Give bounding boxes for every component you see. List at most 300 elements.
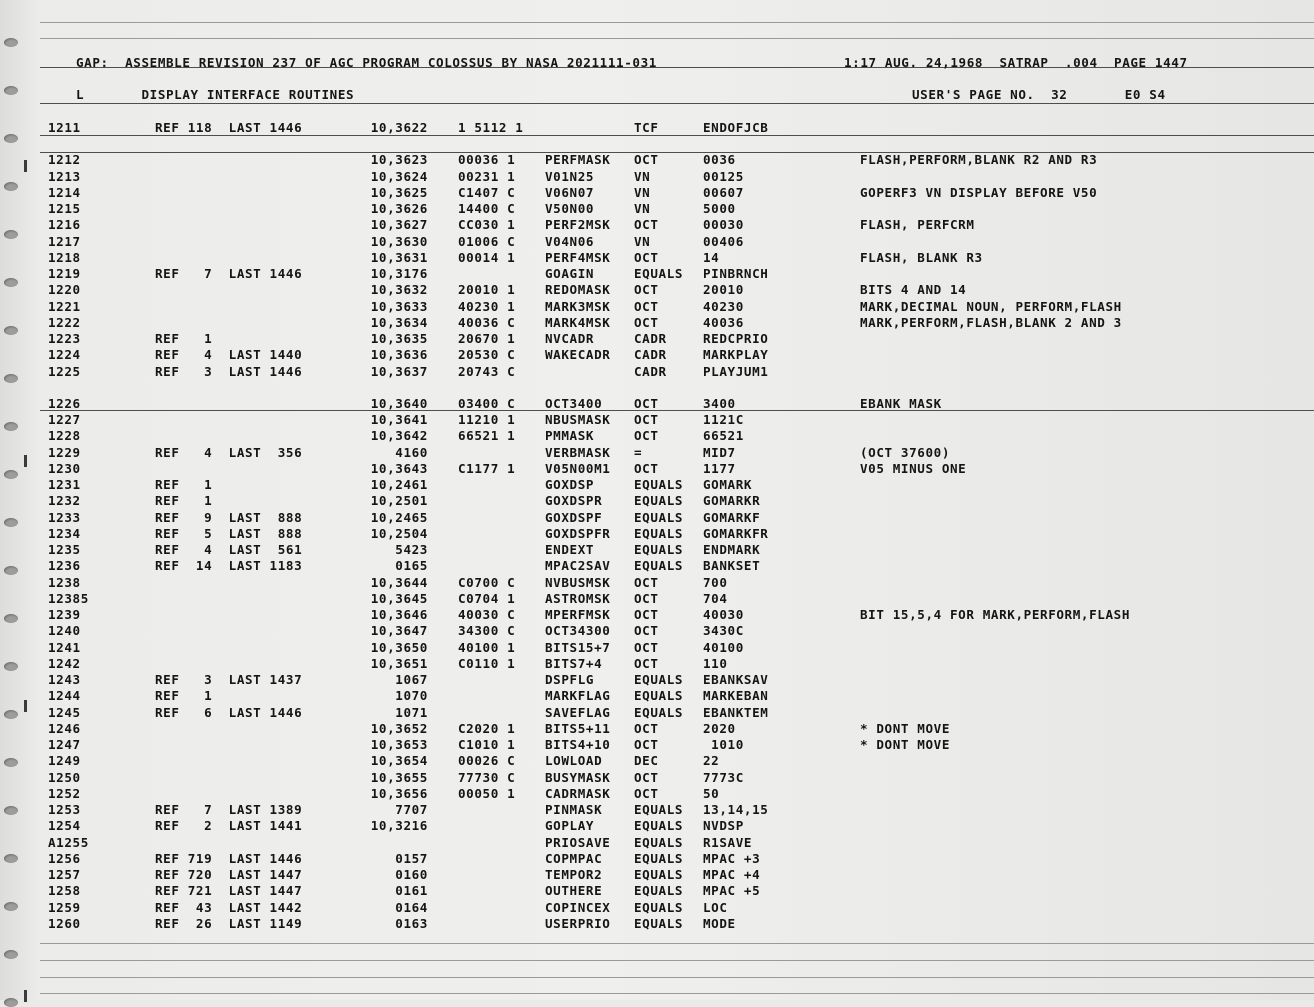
symbol-label: BITS7+4 [545, 656, 603, 671]
operand: LOC [703, 900, 728, 915]
line-number: 1228 [48, 428, 81, 443]
address: 10,3624 [370, 169, 428, 184]
operand: 00030 [703, 217, 744, 232]
octal-word: C1407 C [458, 185, 516, 200]
listing-row [0, 575, 1314, 591]
operand: 66521 [703, 428, 744, 443]
listing-row [0, 737, 1314, 753]
listing-row [0, 461, 1314, 477]
listing-row [0, 542, 1314, 558]
listing-row [0, 282, 1314, 298]
operand: 40230 [703, 299, 744, 314]
address: 10,3634 [370, 315, 428, 330]
opcode: EQUALS [634, 835, 684, 850]
opcode: OCT [634, 607, 659, 622]
operand: BANKSET [703, 558, 761, 573]
line-number: 1250 [48, 770, 81, 785]
ruled-line [40, 960, 1314, 961]
address: 10,3652 [370, 721, 428, 736]
operand: 22 [703, 753, 720, 768]
ref-info: REF 4 LAST 561 [155, 542, 303, 557]
opcode: CADR [634, 364, 667, 379]
opcode: OCT [634, 428, 659, 443]
address: 1067 [395, 672, 428, 687]
address: 10,3656 [370, 786, 428, 801]
line-number: 1233 [48, 510, 81, 525]
listing-row [0, 591, 1314, 607]
address: 10,3631 [370, 250, 428, 265]
octal-word: 77730 C [458, 770, 516, 785]
listing-row [0, 217, 1314, 233]
symbol-label: BITS4+10 [545, 737, 611, 752]
opcode: OCT [634, 315, 659, 330]
address: 0161 [395, 883, 428, 898]
listing-row [0, 477, 1314, 493]
symbol-label: GOXDSPR [545, 493, 603, 508]
line-number: 1246 [48, 721, 81, 736]
ref-info: REF 1 [155, 477, 213, 492]
symbol-label: USERPRIO [545, 916, 611, 931]
octal-word: 1 5112 1 [458, 120, 524, 135]
listing-row [0, 201, 1314, 217]
ref-info: REF 2 LAST 1441 [155, 818, 303, 833]
ruled-line [40, 22, 1314, 23]
line-number: 1213 [48, 169, 81, 184]
address: 10,3651 [370, 656, 428, 671]
line-number: 1247 [48, 737, 81, 752]
symbol-label: OCT3400 [545, 396, 603, 411]
symbol-label: MARK3MSK [545, 299, 611, 314]
octal-word: C1177 1 [458, 461, 516, 476]
symbol-label: V04N06 [545, 234, 595, 249]
operand: 40030 [703, 607, 744, 622]
address: 10,3643 [370, 461, 428, 476]
address: 1071 [395, 705, 428, 720]
listing-row [0, 770, 1314, 786]
opcode: VN [634, 169, 651, 184]
listing-row [0, 558, 1314, 574]
octal-word: 03400 C [458, 396, 516, 411]
operand: 1121C [703, 412, 744, 427]
operand: 5000 [703, 201, 736, 216]
comment: (OCT 37600) [860, 445, 951, 460]
listing-row [0, 331, 1314, 347]
line-number: 1220 [48, 282, 81, 297]
ruled-line [40, 993, 1314, 994]
comment: V05 MINUS ONE [860, 461, 967, 476]
octal-word: 00036 1 [458, 152, 516, 167]
symbol-label: ENDEXT [545, 542, 595, 557]
octal-word: 20670 1 [458, 331, 516, 346]
line-number: 1232 [48, 493, 81, 508]
octal-word: CC030 1 [458, 217, 516, 232]
operand: 2020 [703, 721, 736, 736]
feed-hole [4, 38, 18, 47]
symbol-label: PERFMASK [545, 152, 611, 167]
symbol-label: GOXDSPF [545, 510, 603, 525]
line-number: 12385 [48, 591, 89, 606]
octal-word: 20530 C [458, 347, 516, 362]
symbol-label: OUTHERE [545, 883, 603, 898]
octal-word: C2020 1 [458, 721, 516, 736]
address: 10,3642 [370, 428, 428, 443]
address: 10,3650 [370, 640, 428, 655]
opcode: EQUALS [634, 705, 684, 720]
address: 0164 [395, 900, 428, 915]
address: 10,2461 [370, 477, 428, 492]
line-number: 1260 [48, 916, 81, 931]
operand: EBANKTEM [703, 705, 769, 720]
octal-word: 00050 1 [458, 786, 516, 801]
line-number: 1257 [48, 867, 81, 882]
address: 10,3623 [370, 152, 428, 167]
feed-hole [4, 950, 18, 959]
symbol-label: V50N00 [545, 201, 595, 216]
ref-info: REF 7 LAST 1446 [155, 266, 303, 281]
octal-word: 11210 1 [458, 412, 516, 427]
octal-word: 00026 C [458, 753, 516, 768]
line-number: 1216 [48, 217, 81, 232]
operand: 20010 [703, 282, 744, 297]
symbol-label: VERBMASK [545, 445, 611, 460]
opcode: OCT [634, 396, 659, 411]
listing-row [0, 802, 1314, 818]
listing-row [0, 493, 1314, 509]
header-right: 1:17 AUG. 24,1968 SATRAP .004 PAGE 1447 [844, 55, 1188, 70]
address: 10,3625 [370, 185, 428, 200]
operand: 700 [703, 575, 728, 590]
line-number: 1252 [48, 786, 81, 801]
line-number: 1229 [48, 445, 81, 460]
opcode: OCT [634, 640, 659, 655]
address: 10,2501 [370, 493, 428, 508]
symbol-label: PINMASK [545, 802, 603, 817]
opcode: OCT [634, 250, 659, 265]
operand: MARKPLAY [703, 347, 769, 362]
listing-row [0, 364, 1314, 380]
opcode: CADR [634, 347, 667, 362]
ref-info: REF 43 LAST 1442 [155, 900, 303, 915]
octal-word: 40036 C [458, 315, 516, 330]
symbol-label: NVBUSMSK [545, 575, 611, 590]
comment: BIT 15,5,4 FOR MARK,PERFORM,FLASH [860, 607, 1131, 622]
comment: MARK,DECIMAL NOUN, PERFORM,FLASH [860, 299, 1122, 314]
opcode: EQUALS [634, 883, 684, 898]
operand: 3430C [703, 623, 744, 638]
octal-word: 40230 1 [458, 299, 516, 314]
operand: GOMARKF [703, 510, 761, 525]
header-left: GAP: ASSEMBLE REVISION 237 OF AGC PROGRAM COLOSSUS BY NASA 2021111-031 [76, 55, 657, 70]
operand: EBANKSAV [703, 672, 769, 687]
listing-row [0, 916, 1314, 932]
symbol-label: TEMPOR2 [545, 867, 603, 882]
address: 10,3655 [370, 770, 428, 785]
comment: GOPERF3 VN DISPLAY BEFORE V50 [860, 185, 1098, 200]
line-number: 1235 [48, 542, 81, 557]
address: 10,3646 [370, 607, 428, 622]
ref-info: REF 719 LAST 1446 [155, 851, 303, 866]
operand: GOMARKR [703, 493, 761, 508]
listing-row [0, 607, 1314, 623]
address: 10,3640 [370, 396, 428, 411]
opcode: OCT [634, 412, 659, 427]
listing-row [0, 526, 1314, 542]
operand: 0036 [703, 152, 736, 167]
listing-row [0, 753, 1314, 769]
listing-row [0, 266, 1314, 282]
address: 10,3630 [370, 234, 428, 249]
symbol-label: WAKECADR [545, 347, 611, 362]
octal-word: 01006 C [458, 234, 516, 249]
opcode: OCT [634, 721, 659, 736]
address: 10,2465 [370, 510, 428, 525]
opcode: TCF [634, 120, 659, 135]
opcode: EQUALS [634, 266, 684, 281]
symbol-label: PRIOSAVE [545, 835, 611, 850]
listing-row [0, 640, 1314, 656]
line-number: 1223 [48, 331, 81, 346]
address: 10,3645 [370, 591, 428, 606]
ref-info: REF 4 LAST 1440 [155, 347, 303, 362]
symbol-label: BITS15+7 [545, 640, 611, 655]
octal-word: 20743 C [458, 364, 516, 379]
address: 10,3654 [370, 753, 428, 768]
line-number: 1244 [48, 688, 81, 703]
symbol-label: GOXDSPFR [545, 526, 611, 541]
feed-hole [4, 998, 18, 1007]
symbol-label: PERF4MSK [545, 250, 611, 265]
ref-info: REF 3 LAST 1446 [155, 364, 303, 379]
listing-row [0, 510, 1314, 526]
opcode: OCT [634, 737, 659, 752]
symbol-label: MPERFMSK [545, 607, 611, 622]
subheader-left: L DISPLAY INTERFACE ROUTINES [76, 87, 355, 102]
opcode: CADR [634, 331, 667, 346]
operand: 40036 [703, 315, 744, 330]
listing-row [0, 347, 1314, 363]
operand: 7773C [703, 770, 744, 785]
line-number: 1227 [48, 412, 81, 427]
line-number: 1214 [48, 185, 81, 200]
opcode: EQUALS [634, 672, 684, 687]
symbol-label: SAVEFLAG [545, 705, 611, 720]
listing-row [0, 623, 1314, 639]
operand: 13,14,15 [703, 802, 769, 817]
ref-info: REF 26 LAST 1149 [155, 916, 303, 931]
address: 10,3644 [370, 575, 428, 590]
ref-info: REF 721 LAST 1447 [155, 883, 303, 898]
address: 10,3632 [370, 282, 428, 297]
line-number: 1230 [48, 461, 81, 476]
address: 10,3636 [370, 347, 428, 362]
opcode: OCT [634, 282, 659, 297]
symbol-label: MPAC2SAV [545, 558, 611, 573]
operand: 1177 [703, 461, 736, 476]
operand: 1010 [703, 737, 744, 752]
symbol-label: MARKFLAG [545, 688, 611, 703]
octal-word: 40100 1 [458, 640, 516, 655]
operand: MODE [703, 916, 736, 931]
symbol-label: V05N00M1 [545, 461, 611, 476]
symbol-label: BUSYMASK [545, 770, 611, 785]
line-number: 1215 [48, 201, 81, 216]
address: 10,3635 [370, 331, 428, 346]
listing-row [0, 835, 1314, 851]
listing-row [0, 883, 1314, 899]
octal-word: C0704 1 [458, 591, 516, 606]
line-number: 1249 [48, 753, 81, 768]
listing-row [0, 656, 1314, 672]
address: 10,3653 [370, 737, 428, 752]
ref-info: REF 3 LAST 1437 [155, 672, 303, 687]
octal-word: C0700 C [458, 575, 516, 590]
ruled-line [40, 977, 1314, 978]
address: 0165 [395, 558, 428, 573]
symbol-label: DSPFLG [545, 672, 595, 687]
feed-hole [4, 86, 18, 95]
operand: ENDMARK [703, 542, 761, 557]
address: 10,3647 [370, 623, 428, 638]
comment: MARK,PERFORM,FLASH,BLANK 2 AND 3 [860, 315, 1122, 330]
ruled-line [40, 103, 1314, 104]
address: 10,2504 [370, 526, 428, 541]
address: 10,3216 [370, 818, 428, 833]
opcode: OCT [634, 217, 659, 232]
operand: MPAC +4 [703, 867, 761, 882]
ruled-line [40, 943, 1314, 944]
address: 5423 [395, 542, 428, 557]
line-number: 1234 [48, 526, 81, 541]
operand: GOMARKFR [703, 526, 769, 541]
address: 10,3627 [370, 217, 428, 232]
symbol-label: PMMASK [545, 428, 595, 443]
symbol-label: V06N07 [545, 185, 595, 200]
ref-info: REF 6 LAST 1446 [155, 705, 303, 720]
opcode: EQUALS [634, 526, 684, 541]
address: 10,3633 [370, 299, 428, 314]
comment: FLASH, PERFCRM [860, 217, 975, 232]
operand: GOMARK [703, 477, 753, 492]
listing-row [0, 120, 1314, 136]
opcode: EQUALS [634, 688, 684, 703]
operand: MPAC +3 [703, 851, 761, 866]
symbol-label: OCT34300 [545, 623, 611, 638]
listing-row [0, 299, 1314, 315]
opcode: EQUALS [634, 818, 684, 833]
line-number: 1236 [48, 558, 81, 573]
line-number: 1211 [48, 120, 81, 135]
address: 10,3637 [370, 364, 428, 379]
address: 4160 [395, 445, 428, 460]
octal-word: 40030 C [458, 607, 516, 622]
operand: 3400 [703, 396, 736, 411]
listing-row [0, 900, 1314, 916]
octal-word: 66521 1 [458, 428, 516, 443]
listing-row [0, 867, 1314, 883]
comment: BITS 4 AND 14 [860, 282, 967, 297]
ref-info: REF 9 LAST 888 [155, 510, 303, 525]
symbol-label: BITS5+11 [545, 721, 611, 736]
operand: R1SAVE [703, 835, 753, 850]
symbol-label: MARK4MSK [545, 315, 611, 330]
symbol-label: GOPLAY [545, 818, 595, 833]
operand: MARKEBAN [703, 688, 769, 703]
ref-info: REF 1 [155, 331, 213, 346]
line-number: 1240 [48, 623, 81, 638]
opcode: EQUALS [634, 851, 684, 866]
comment: FLASH,PERFORM,BLANK R2 AND R3 [860, 152, 1098, 167]
line-number: 1242 [48, 656, 81, 671]
ref-info: REF 1 [155, 493, 213, 508]
octal-word: C1010 1 [458, 737, 516, 752]
opcode: OCT [634, 299, 659, 314]
line-number: 1256 [48, 851, 81, 866]
comment: * DONT MOVE [860, 737, 951, 752]
listing-row [0, 705, 1314, 721]
listing-row [0, 428, 1314, 444]
opcode: EQUALS [634, 916, 684, 931]
octal-word: 34300 C [458, 623, 516, 638]
listing-row [0, 721, 1314, 737]
address: 10,3626 [370, 201, 428, 216]
octal-word: 14400 C [458, 201, 516, 216]
line-number: A1255 [48, 835, 89, 850]
operand: NVDSP [703, 818, 744, 833]
ref-info: REF 720 LAST 1447 [155, 867, 303, 882]
line-number: 1222 [48, 315, 81, 330]
ref-info: REF 5 LAST 888 [155, 526, 303, 541]
opcode: OCT [634, 591, 659, 606]
symbol-label: ASTROMSK [545, 591, 611, 606]
symbol-label: NBUSMASK [545, 412, 611, 427]
opcode: OCT [634, 770, 659, 785]
symbol-label: NVCADR [545, 331, 595, 346]
line-number: 1231 [48, 477, 81, 492]
subheader-right: USER'S PAGE NO. 32 E0 S4 [912, 87, 1166, 102]
opcode: VN [634, 185, 651, 200]
opcode: EQUALS [634, 558, 684, 573]
symbol-label: COPINCEX [545, 900, 611, 915]
symbol-label: GOAGIN [545, 266, 595, 281]
operand: 00406 [703, 234, 744, 249]
line-number: 1212 [48, 152, 81, 167]
line-number: 1226 [48, 396, 81, 411]
operand: 00607 [703, 185, 744, 200]
symbol-label: REDOMASK [545, 282, 611, 297]
operand: MPAC +5 [703, 883, 761, 898]
octal-word: C0110 1 [458, 656, 516, 671]
address: 10,3641 [370, 412, 428, 427]
symbol-label: LOWLOAD [545, 753, 603, 768]
opcode: OCT [634, 575, 659, 590]
opcode: OCT [634, 786, 659, 801]
opcode: OCT [634, 623, 659, 638]
symbol-label: PERF2MSK [545, 217, 611, 232]
ruled-line [40, 38, 1314, 39]
listing-row [0, 672, 1314, 688]
address: 0157 [395, 851, 428, 866]
listing-row [0, 818, 1314, 834]
opcode: = [634, 445, 643, 460]
opcode: VN [634, 234, 651, 249]
operand: 40100 [703, 640, 744, 655]
listing-row [0, 396, 1314, 412]
ref-info: REF 4 LAST 356 [155, 445, 303, 460]
listing-row [0, 412, 1314, 428]
line-number: 1219 [48, 266, 81, 281]
line-number: 1239 [48, 607, 81, 622]
line-number: 1218 [48, 250, 81, 265]
